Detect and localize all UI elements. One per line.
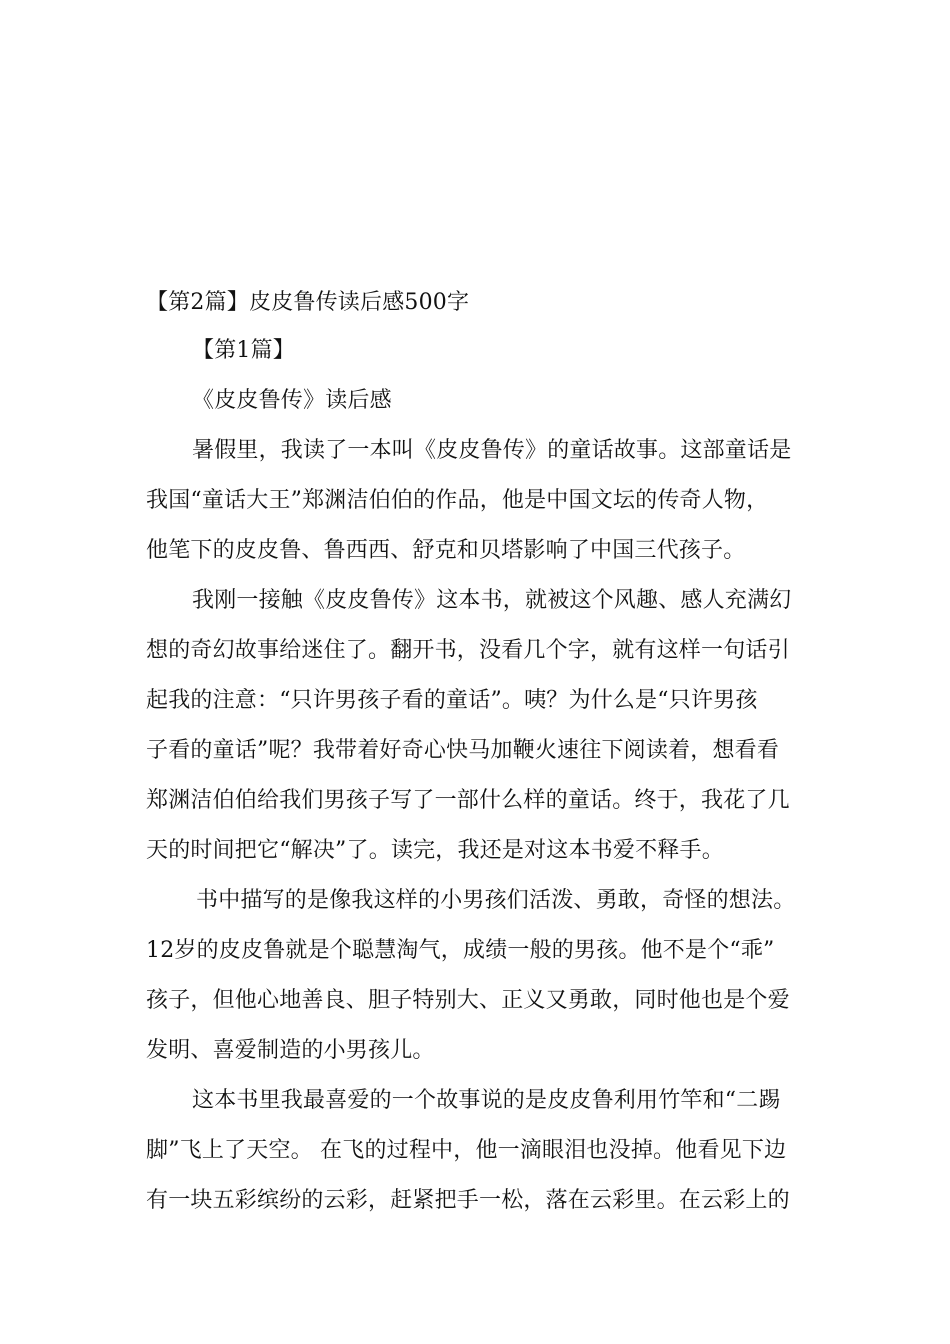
paragraph-line: 有一块五彩缤纷的云彩，赶紧把手一松，落在云彩里。在云彩上的: [146, 1188, 790, 1213]
paragraph-line: 我国“童话大王”郑渊洁伯伯的作品，他是中国文坛的传奇人物，: [146, 488, 769, 513]
paragraph-line: 郑渊洁伯伯给我们男孩子写了一部什么样的童话。终于，我花了几: [146, 788, 790, 813]
document-heading: 【第2篇】皮皮鲁传读后感500字: [146, 290, 470, 315]
section-heading: 【第1篇】: [192, 338, 295, 363]
paragraph-line: 书中描写的是像我这样的小男孩们活泼、勇敢，奇怪的想法。: [196, 888, 796, 913]
paragraph-line: 脚”飞上了天空。 在飞的过程中，他一滴眼泪也没掉。他看见下边: [146, 1138, 787, 1163]
paragraph-line: 暑假里，我读了一本叫《皮皮鲁传》的童话故事。这部童话是: [192, 438, 792, 463]
paragraph-line: 想的奇幻故事给迷住了。翻开书，没看几个字，就有这样一句话引: [146, 638, 790, 663]
paragraph-line: 我刚一接触《皮皮鲁传》这本书，就被这个风趣、感人充满幻: [192, 588, 792, 613]
paragraph-line: 这本书里我最喜爱的一个故事说的是皮皮鲁利用竹竿和“二踢: [192, 1088, 781, 1113]
paragraph-line: 发明、喜爱制造的小男孩儿。: [146, 1038, 435, 1063]
paragraph-line: 起我的注意：“只许男孩子看的童话”。咦？为什么是“只许男孩: [146, 688, 758, 713]
paragraph-line: 12岁的皮皮鲁就是个聪慧淘气，成绩一般的男孩。他不是个“乖”: [146, 938, 775, 963]
paragraph-line: 孩子，但他心地善良、胆子特别大、正义又勇敢，同时他也是个爱: [146, 988, 790, 1013]
paragraph-line: 他笔下的皮皮鲁、鲁西西、舒克和贝塔影响了中国三代孩子。: [146, 538, 746, 563]
essay-title: 《皮皮鲁传》读后感: [192, 388, 392, 413]
paragraph-line: 子看的童话”呢？我带着好奇心快马加鞭火速往下阅读着，想看看: [146, 738, 780, 763]
paragraph-line: 天的时间把它“解决”了。读完，我还是对这本书爱不释手。: [146, 838, 724, 863]
